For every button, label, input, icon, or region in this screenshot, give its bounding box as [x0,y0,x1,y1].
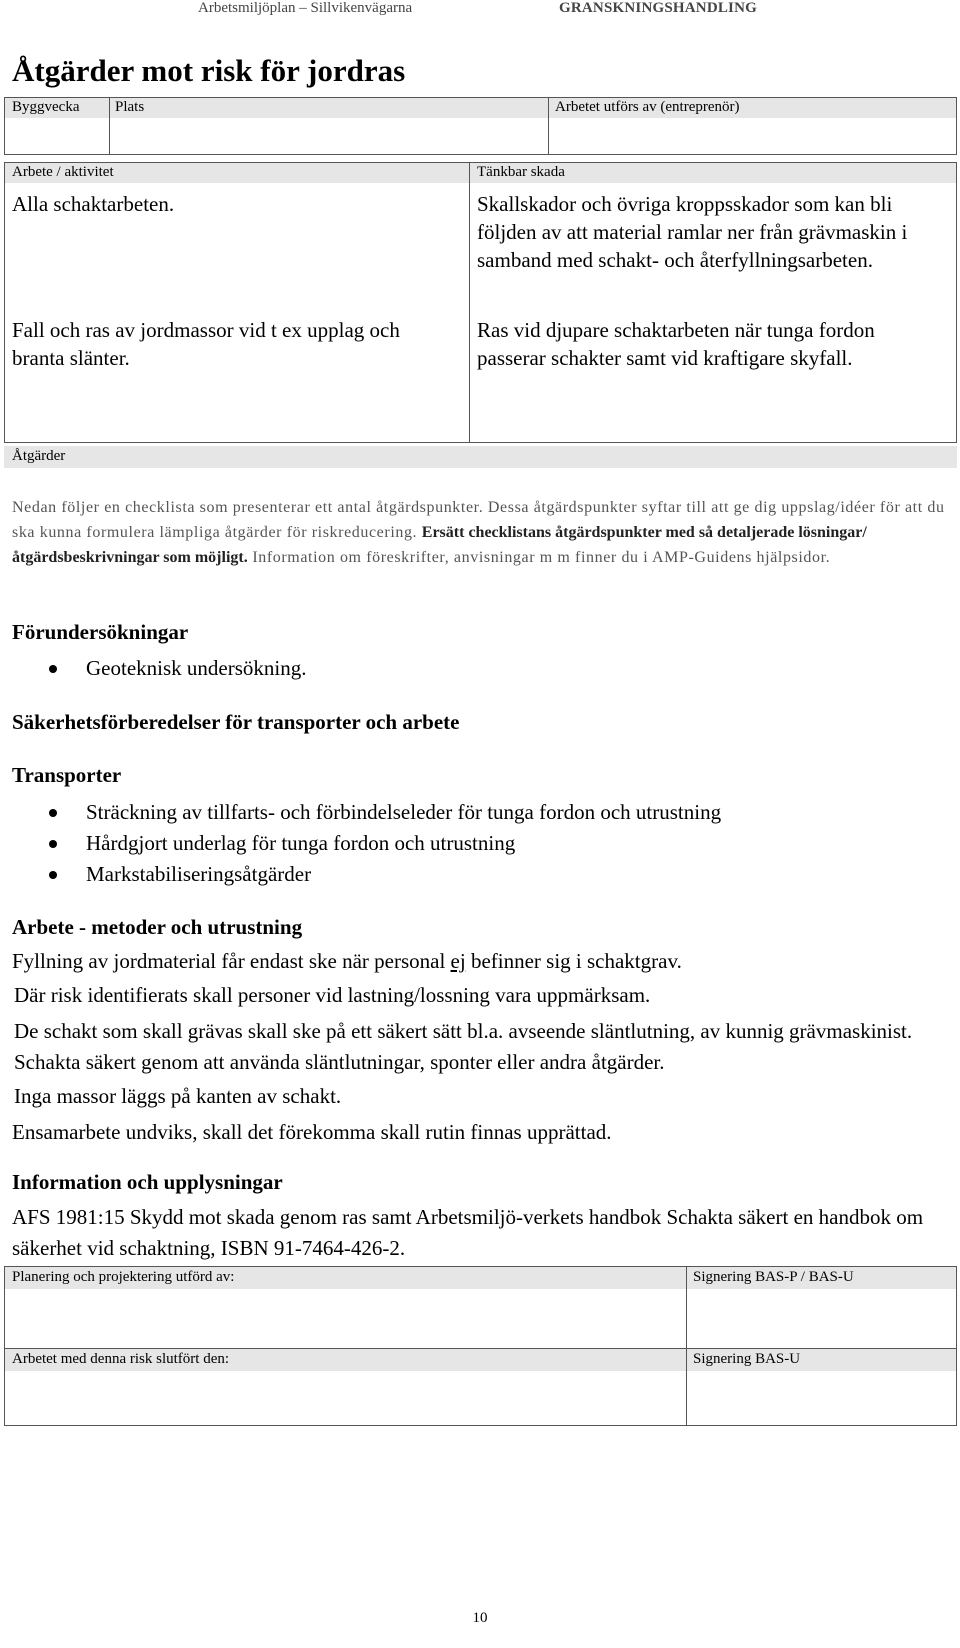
checklist-intro-b: Information om föreskrifter, anvisningar m m finner du i AMP-Guidens hjälpsidor. [252,549,831,566]
plats-label: Plats [115,99,145,115]
arbete-heading: Arbete - metoder och utrustning [12,915,303,939]
header-left: Arbetsmiljöplan – Sillvikenvägarna [198,0,413,16]
arbete-paragraph-4: Inga massor läggs på kanten av schakt. [14,1084,342,1108]
arbete-paragraph-2: Där risk identifierats skall personer vid lastning/lossning vara uppmärksam. [14,983,651,1007]
checklist-intro-bold: Ersätt checklistans åtgärdspunkter med så detaljerade lösningar/åtgärdsbeskrivningar som möjligt. [12,524,867,566]
arbete-paragraph-3: De schakt som skall grävas skall ske på ett säkert sätt bl.a. avseende släntlutning, av kunnig grävmaskinist. Schakta säkert genom att använda släntlutningar, sponter eller andra åtgärder. [14,1019,913,1074]
page-number: 10 [472,1610,488,1626]
information-text: AFS 1981:15 Skydd mot skada genom ras samt Arbetsmiljö-verkets handbok Schakta säkert en handbok om säkerhet vid schaktning, ISBN 91-7464-426-2. [12,1205,924,1260]
skada-text-2: Ras vid djupare schaktarbeten när tunga fordon passerar schakter samt vid kraftigare skyfall. [477,318,875,370]
top-table [4,97,957,155]
arbete-text-1: Alla schaktarbeten. [12,192,175,216]
planering-label: Planering och projektering utförd av: [12,1269,235,1285]
ej-underlined: ej [450,949,466,973]
checklist-intro [12,495,947,570]
arbete-paragraph-1: Fyllning av jordmaterial får endast ske när personal ej befinner sig i schaktgrav. [12,949,682,973]
arbete-text-2: Fall och ras av jordmassor vid t ex upplag och branta slänter. [12,318,400,370]
arbete-aktivitet-label: Arbete / aktivitet [12,164,114,180]
forundersokningar-list [12,653,912,684]
information-heading: Information och upplysningar [12,1170,283,1194]
skada-text-1: Skallskador och övriga kroppsskador som kan bli följden av att material ramlar ner från grävmaskin i samband med schakt- och återfyllningsarbeten. [477,192,908,272]
utfors-av-label: Arbetet utförs av (entreprenör) [555,99,740,115]
atgarder-label: Åtgärder [12,448,66,464]
sakerhet-heading: Säkerhetsförberedelser för transporter och arbete [12,710,460,734]
signering-basu-label: Signering BAS-U [693,1351,801,1367]
sign-table [4,1266,957,1426]
header-right: GRANSKNINGSHANDLING [559,0,757,16]
checklist-intro-a: Nedan följer en checklista som presenterar ett antal åtgärdspunkter. Dessa åtgärdspunkter syftar till att ge dig uppslag/idéer för att du ska kunna formulera lämpliga åtgärder för riskreducering. [12,499,945,541]
list-item: Markstabiliseringsåtgärder [12,859,932,890]
forundersokningar-heading: Förundersökningar [12,620,189,644]
arbete-paragraph-5: Ensamarbete undviks, skall det förekomma skall rutin finnas upprättad. [12,1120,612,1144]
byggvecka-label: Byggvecka [12,99,80,115]
list-item: Hårdgjort underlag för tunga fordon och utrustning [12,828,932,859]
work-table [4,162,957,443]
list-item: Geoteknisk undersökning. [12,653,912,684]
transporter-heading: Transporter [12,763,122,787]
list-item: Sträckning av tillfarts- och förbindelseleder för tunga fordon och utrustning [12,797,932,828]
atgarder-bar [4,446,957,468]
transporter-list [12,797,932,890]
top-table-header-bar [5,98,956,118]
slutfort-label: Arbetet med denna risk slutfört den: [12,1351,230,1367]
signering-basp-label: Signering BAS-P / BAS-U [693,1269,854,1285]
page-title: Åtgärder mot risk för jordras [12,53,406,88]
tankbar-skada-label: Tänkbar skada [477,164,565,180]
